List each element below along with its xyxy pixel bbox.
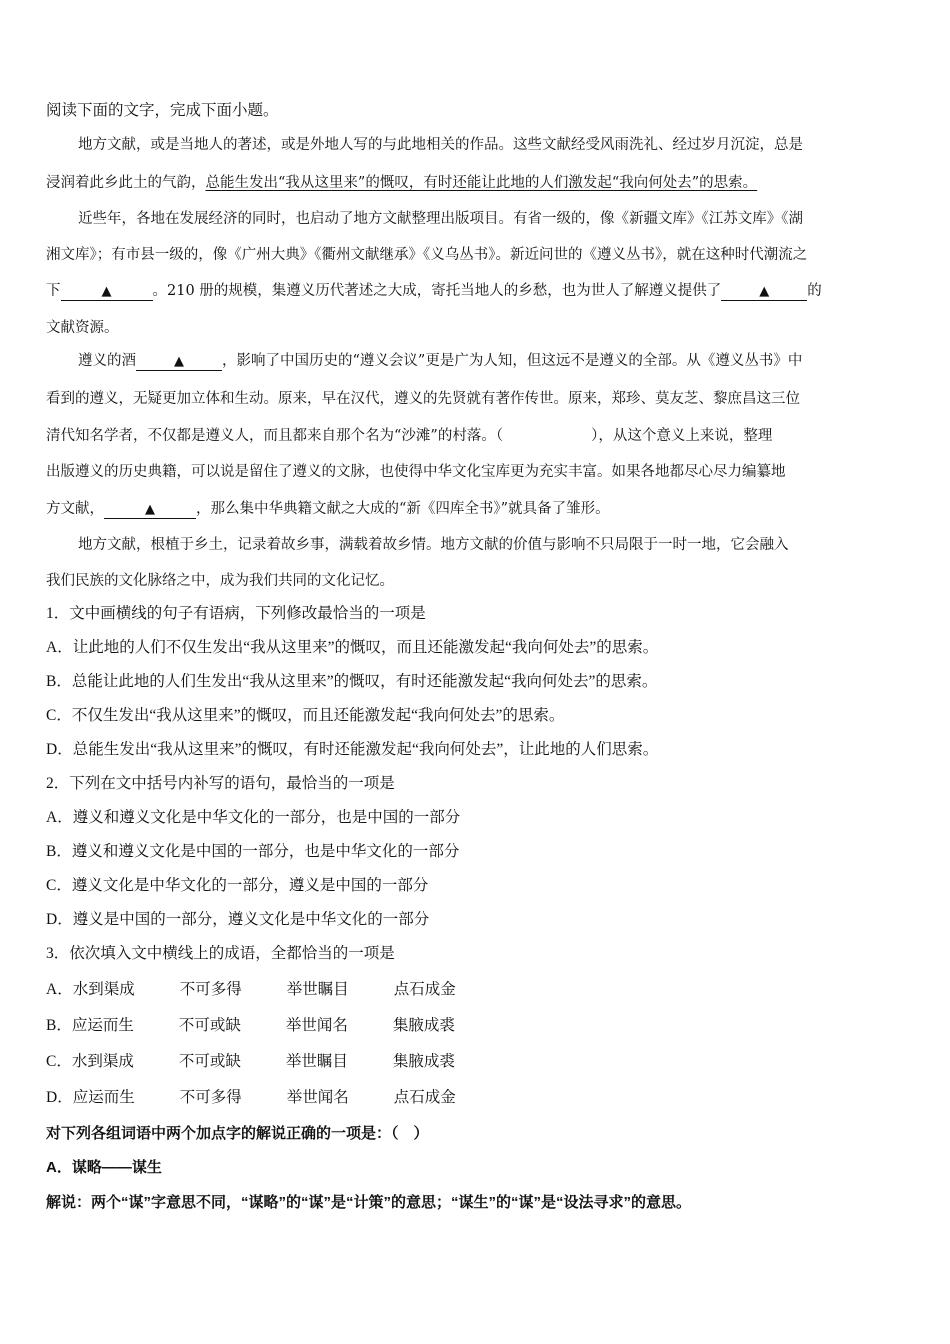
- triangle-icon: ▲: [145, 502, 155, 517]
- para3-line1-b: ，影响了中国历史的“遵义会议”更是广为人知，但这远不是遵义的全部。从《遵义丛书》中: [222, 353, 803, 369]
- question-1-stem: 1．文中画横线的句子有语病，下列修改最恰当的一项是: [46, 605, 426, 622]
- fill-blank-1: [61, 282, 153, 301]
- para2-line3-b: 。210 册的规模，集遵义历代著述之大成，寄托当地人的乡愁，也为世人了解遵义提供了: [152, 283, 722, 299]
- idiom: 举世瞩目: [285, 1053, 348, 1070]
- question-2-option-b: B．遵义和遵义文化是中国的一部分，也是中华文化的一部分: [46, 843, 460, 860]
- para3-line5-a: 方文献，: [46, 501, 104, 517]
- idiom: 水到渠成: [71, 1053, 134, 1070]
- option-label: D．: [46, 1089, 73, 1106]
- idiom: 集腋成裘: [392, 1017, 455, 1034]
- idiom: 举世瞩目: [286, 981, 349, 998]
- underlined-sentence: 总能生发出“我从这里来”的慨叹，有时还能让此地的人们激发起“我向何处去”的思索。: [205, 175, 758, 191]
- question-1-option-c: C．不仅生发出“我从这里来”的慨叹，而且还能激发起“我向何处去”的思索。: [46, 707, 565, 724]
- question-3-option-a: [46, 980, 501, 1000]
- triangle-icon: ▲: [759, 284, 770, 299]
- idiom: 应运而生: [71, 1017, 134, 1034]
- idiom: 不可或缺: [178, 1017, 241, 1034]
- triangle-icon: ▲: [101, 284, 112, 299]
- question-1-option-a: A．让此地的人们不仅生发出“我从这里来”的慨叹，而且还能激发起“我向何处去”的思索。: [46, 639, 659, 656]
- question-2-option-d: D．遵义是中国的一部分，遵义文化是中华文化的一部分: [46, 911, 430, 928]
- question-3-option-d: [46, 1088, 501, 1108]
- question-3-stem: 3．依次填入文中横线上的成语，全都恰当的一项是: [46, 945, 395, 962]
- reading-instruction: 阅读下面的文字，完成下面小题。: [46, 102, 279, 119]
- option-label: C．: [46, 1053, 72, 1070]
- idiom: 水到渠成: [72, 981, 135, 998]
- para2-line3: [46, 281, 822, 301]
- para1-line1: 地方文献，或是当地人的著述，或是外地人写的与此地相关的作品。这些文献经受风雨洗礼、经过岁月沉淀，总是: [78, 137, 803, 153]
- fill-blank-2: [721, 282, 807, 301]
- idiom: 应运而生: [72, 1089, 135, 1106]
- question-2-option-a: A．遵义和遵义文化是中华文化的一部分，也是中国的一部分: [46, 809, 461, 826]
- para3-line1: [78, 351, 802, 371]
- idiom: 点石成金: [393, 981, 456, 998]
- para3-line3-a: 清代知名学者，不仅都是遵义人，而且都来自那个名为“沙滩”的村落。（: [46, 428, 504, 444]
- question-2-option-c: C．遵义文化是中华文化的一部分，遵义是中国的一部分: [46, 877, 429, 894]
- para1-line2-text: 浸润着此乡此土的气韵，: [46, 175, 206, 191]
- question-3-option-b: [46, 1016, 500, 1036]
- extra-question-explanation: 解说：两个“谋”字意思不同，“谋略”的“谋”是“计策”的意思；“谋生”的“谋”是“设法寻求”的意思。: [46, 1194, 692, 1211]
- triangle-icon: ▲: [174, 354, 184, 369]
- extra-question-stem: 对下列各组词语中两个加点字的解说正确的一项是：（ ）: [46, 1125, 429, 1142]
- question-1-option-b: B．总能让此地的人们生发出“我从这里来”的慨叹，有时还能激发起“我向何处去”的思索。: [46, 673, 658, 690]
- option-label: A．: [46, 981, 73, 998]
- idiom: 举世闻名: [286, 1089, 349, 1106]
- para3-line5-b: ，那么集中华典籍文献之大成的“新《四库全书》”就具备了雏形。: [196, 501, 610, 517]
- idiom: 集腋成裘: [392, 1053, 455, 1070]
- fill-blank-3: [136, 352, 222, 371]
- para2-line4: 文献资源。: [46, 320, 119, 336]
- para3-line3-b: ），从这个意义上来说，整理: [591, 428, 773, 444]
- para4-line2: 我们民族的文化脉络之中，成为我们共同的文化记忆。: [46, 573, 394, 589]
- idiom: 点石成金: [393, 1089, 456, 1106]
- para2-line3-c: 的: [807, 283, 822, 299]
- para3-line5: [46, 499, 610, 519]
- para3-line4: 出版遵义的历史典籍，可以说是留住了遵义的文脉，也使得中华文化宝库更为充实丰富。如果各地都尽心尽力编纂地: [46, 464, 786, 480]
- question-2-stem: 2．下列在文中括号内补写的语句，最恰当的一项是: [46, 775, 395, 792]
- para2-line3-a: 下: [46, 283, 61, 299]
- question-3-option-c: [46, 1052, 500, 1072]
- para4-line1: 地方文献，根植于乡土，记录着故乡事，满载着故乡情。地方文献的价值与影响不只局限于一时一地，它会融入: [78, 537, 789, 553]
- fill-blank-4: [104, 500, 196, 519]
- para1-line2: [46, 173, 757, 193]
- para3-line2: 看到的遵义，无疑更加立体和生动。原来，早在汉代，遵义的先贤就有著作传世。原来，郑珍、莫友芝、黎庶昌这三位: [46, 391, 800, 407]
- para2-line2: 湘文库》；有市县一级的，像《广州大典》《衢州文献继承》《义乌丛书》。新近问世的《遵义丛书》，就在这种时代潮流之: [46, 247, 808, 263]
- question-1-option-d: D．总能生发出“我从这里来”的慨叹，有时还能激发起“我向何处去”，让此地的人们思索。: [46, 741, 659, 758]
- idiom: 不可或缺: [178, 1053, 241, 1070]
- para3-line1-a: 遵义的酒: [78, 353, 136, 369]
- idiom: 不可多得: [179, 981, 242, 998]
- extra-question-option-a: A．谋略——谋生: [46, 1159, 162, 1176]
- para3-line3: [46, 426, 772, 446]
- option-label: B．: [46, 1017, 72, 1034]
- idiom: 举世闻名: [285, 1017, 348, 1034]
- idiom: 不可多得: [179, 1089, 242, 1106]
- para2-line1: 近些年，各地在发展经济的同时，也启动了地方文献整理出版项目。有省一级的，像《新疆文库》《江苏文库》《湖: [78, 211, 803, 227]
